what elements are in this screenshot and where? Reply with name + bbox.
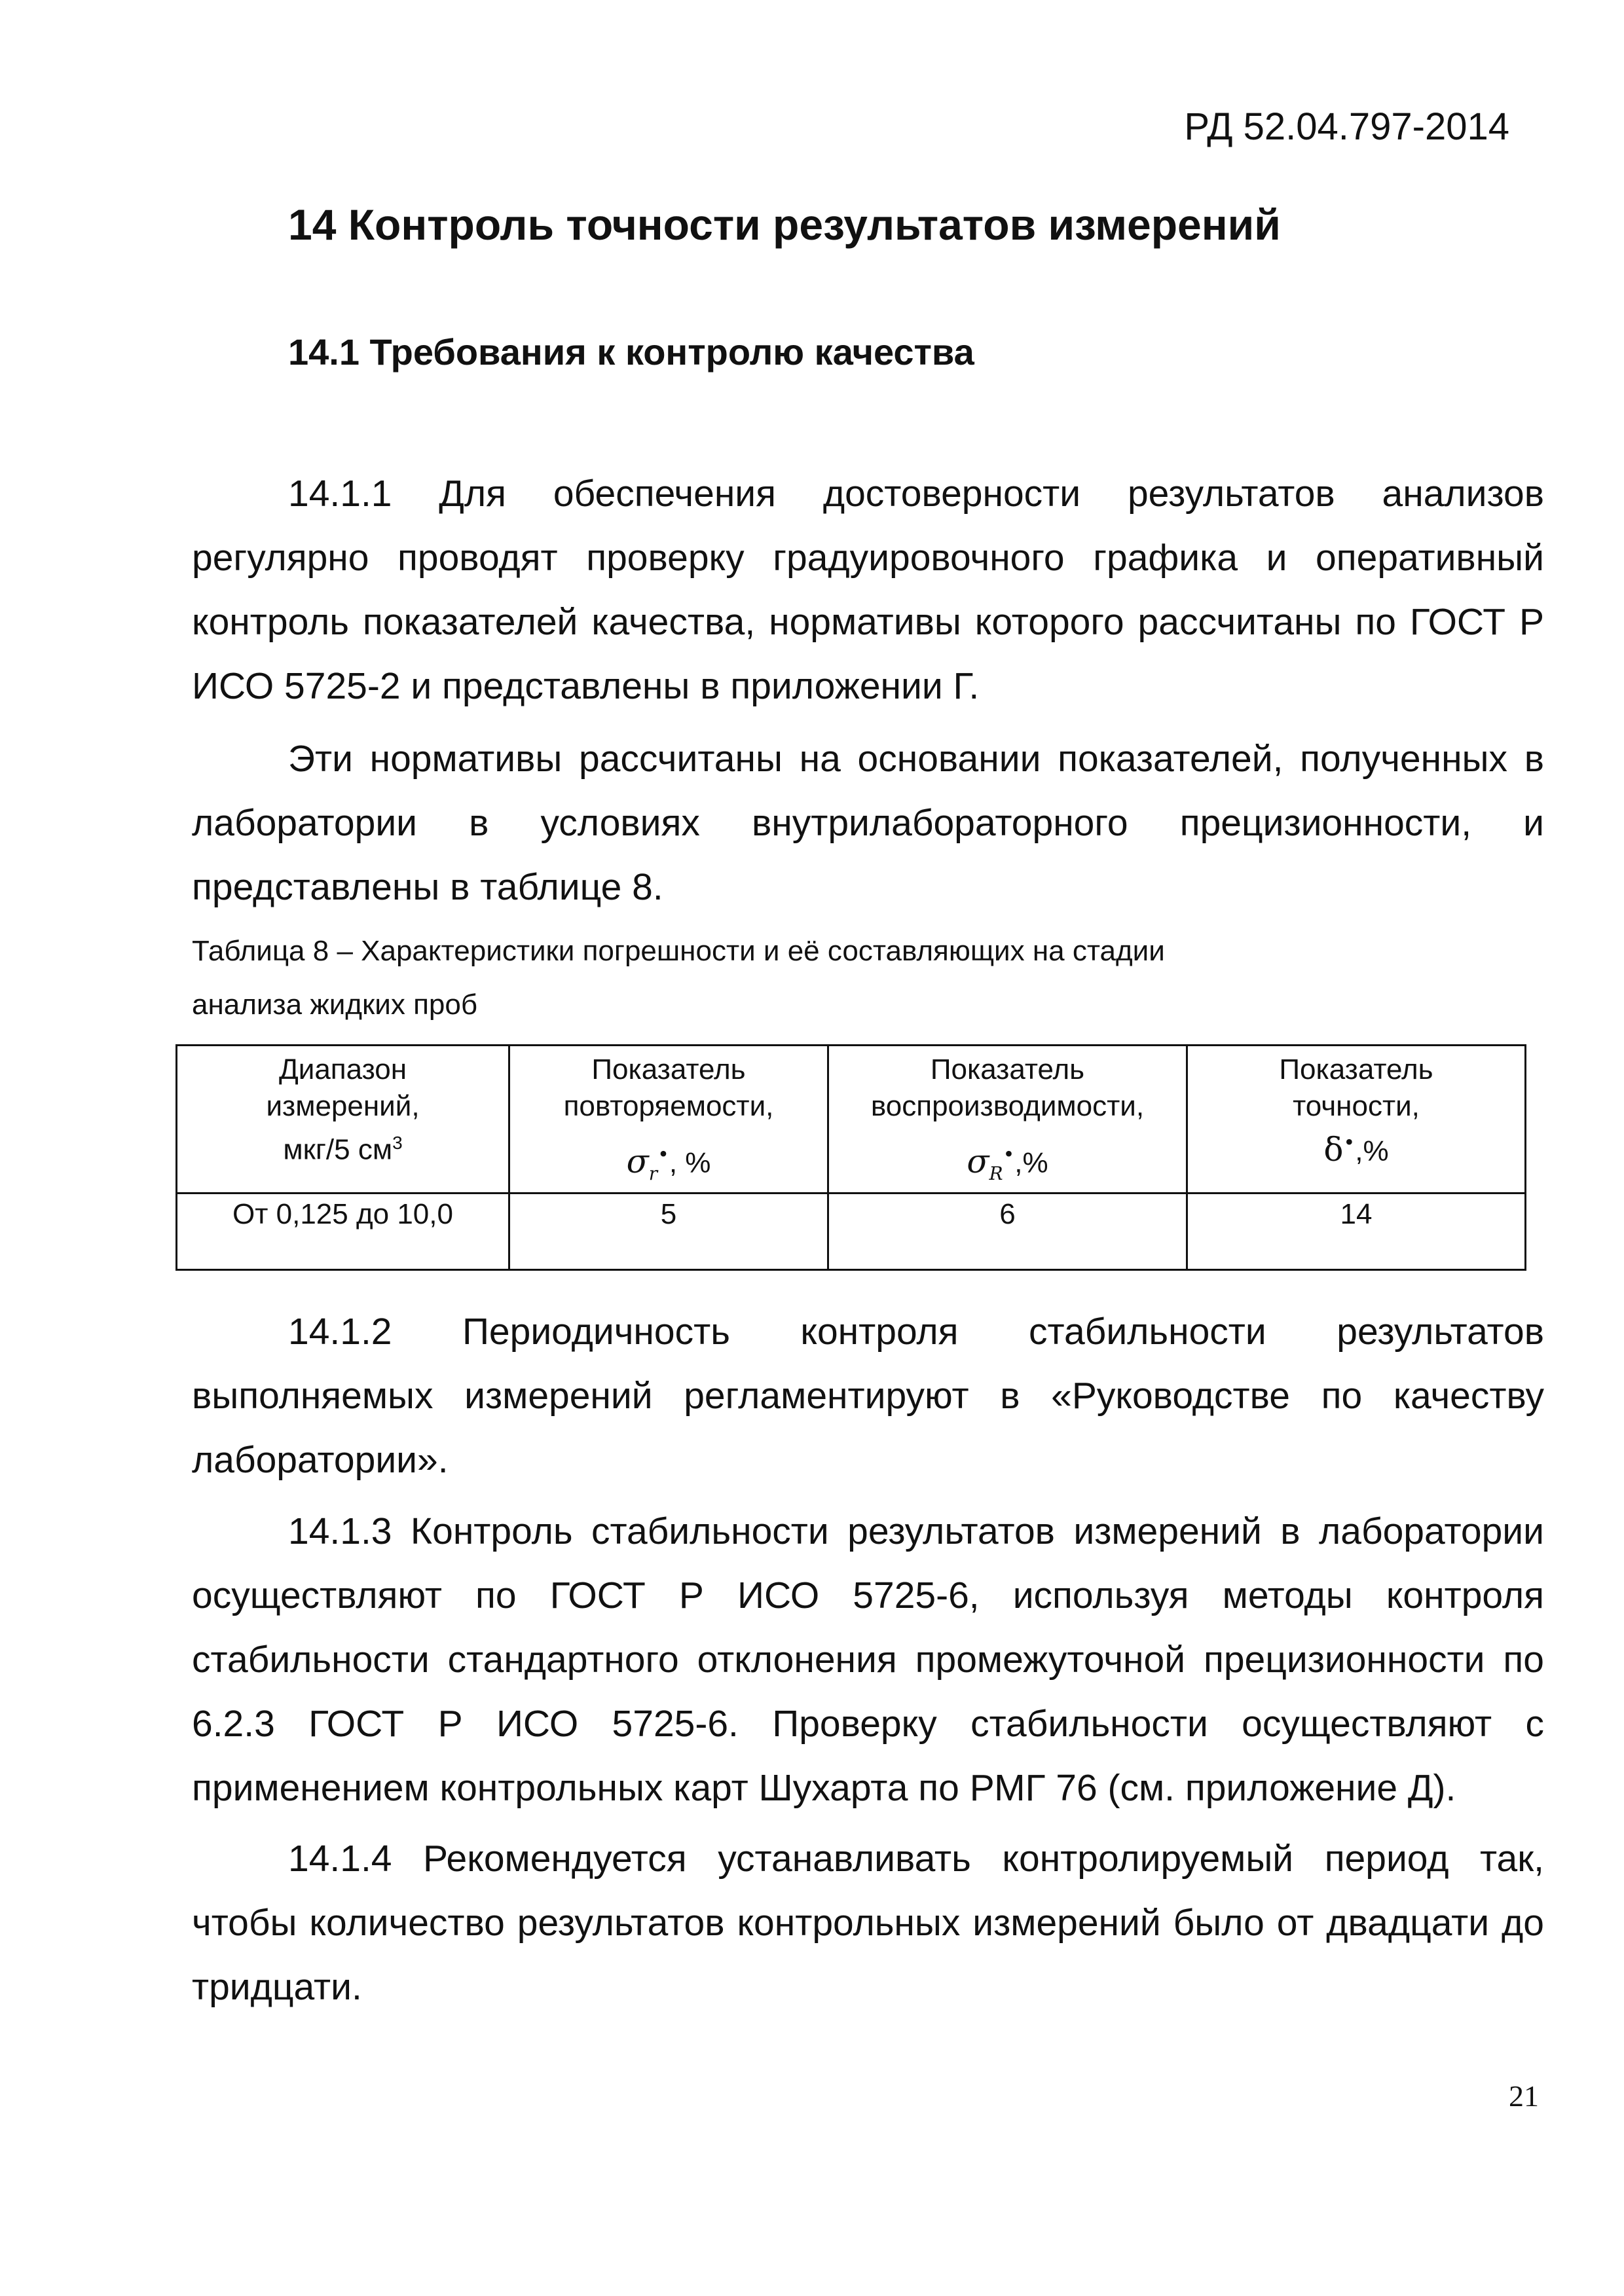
table-row bbox=[177, 1194, 1526, 1270]
cell-repeatability: 5 bbox=[509, 1194, 828, 1270]
sigma-r-symbol: $\sigma_r^•$ bbox=[626, 1142, 669, 1184]
table-caption-line-1: Таблица 8 – Характеристики погрешности и её составляющих на стадии bbox=[192, 935, 1165, 967]
table-8 bbox=[175, 1044, 1526, 1271]
cell-range: От 0,125 до 10,0 bbox=[177, 1194, 509, 1270]
paragraph-14-1-2: 14.1.2 Периодичность контроля стабильности результатов выполняемых измерений регламентируют в «Руководстве по качеству лаборатории». bbox=[192, 1311, 1544, 1481]
table-caption-line-2: анализа жидких проб bbox=[192, 989, 478, 1021]
document-code: РД 52.04.797-2014 bbox=[1184, 105, 1509, 148]
table-caption bbox=[192, 924, 1165, 1032]
subsection-title: 14.1 Требования к контролю качества bbox=[288, 331, 974, 373]
page-number: 21 bbox=[1509, 2079, 1539, 2113]
paragraph-14-1-4: 14.1.4 Рекомендуется устанавливать контролируемый период так, чтобы количество результатов контрольных измерений было от двадцати до тридцати. bbox=[192, 1838, 1544, 2008]
paragraph-norms: Эти нормативы рассчитаны на основании показателей, полученных в лаборатории в условиях внутрилабораторного прецизионности, и представлены в таблице 8. bbox=[192, 738, 1544, 908]
delta-symbol: δ• bbox=[1323, 1130, 1356, 1169]
header-repeatability: Показатель повторяемости, $\sigma_r^•$, % bbox=[509, 1046, 828, 1194]
header-accuracy: Показатель точности, δ•,% bbox=[1187, 1046, 1526, 1194]
paragraph-14-1-1: 14.1.1 Для обеспечения достоверности результатов анализов регулярно проводят проверку градуировочного графика и оперативный контроль показателей качества, нормативы которого рассчитаны по ГОСТ Р ИСО 5725-2 и представлены в приложении Г. bbox=[192, 473, 1544, 707]
cell-accuracy: 14 bbox=[1187, 1194, 1526, 1270]
section-title: 14 Контроль точности результатов измерений bbox=[288, 200, 1281, 249]
cell-reproducibility: 6 bbox=[828, 1194, 1187, 1270]
sigma-R-symbol: $\sigma_R^•$ bbox=[967, 1142, 1015, 1184]
paragraph-14-1-3: 14.1.3 Контроль стабильности результатов измерений в лаборатории осуществляют по ГОСТ Р ИСО 5725-6, используя методы контроля стабильности стандартного отклонения промежуточной прецизионности по 6.2.3 ГОСТ Р ИСО 5725-6. Проверку стабильности осуществляют с применением контрольных карт Шухарта по РМГ 76 (см. приложение Д). bbox=[192, 1510, 1544, 1809]
table-header-row bbox=[177, 1046, 1526, 1194]
header-range: Диапазон измерений, мкг/5 $см^3$ bbox=[177, 1046, 509, 1194]
header-reproducibility: Показатель воспроизводимости, $\sigma_R^•,\%$ bbox=[828, 1046, 1187, 1194]
